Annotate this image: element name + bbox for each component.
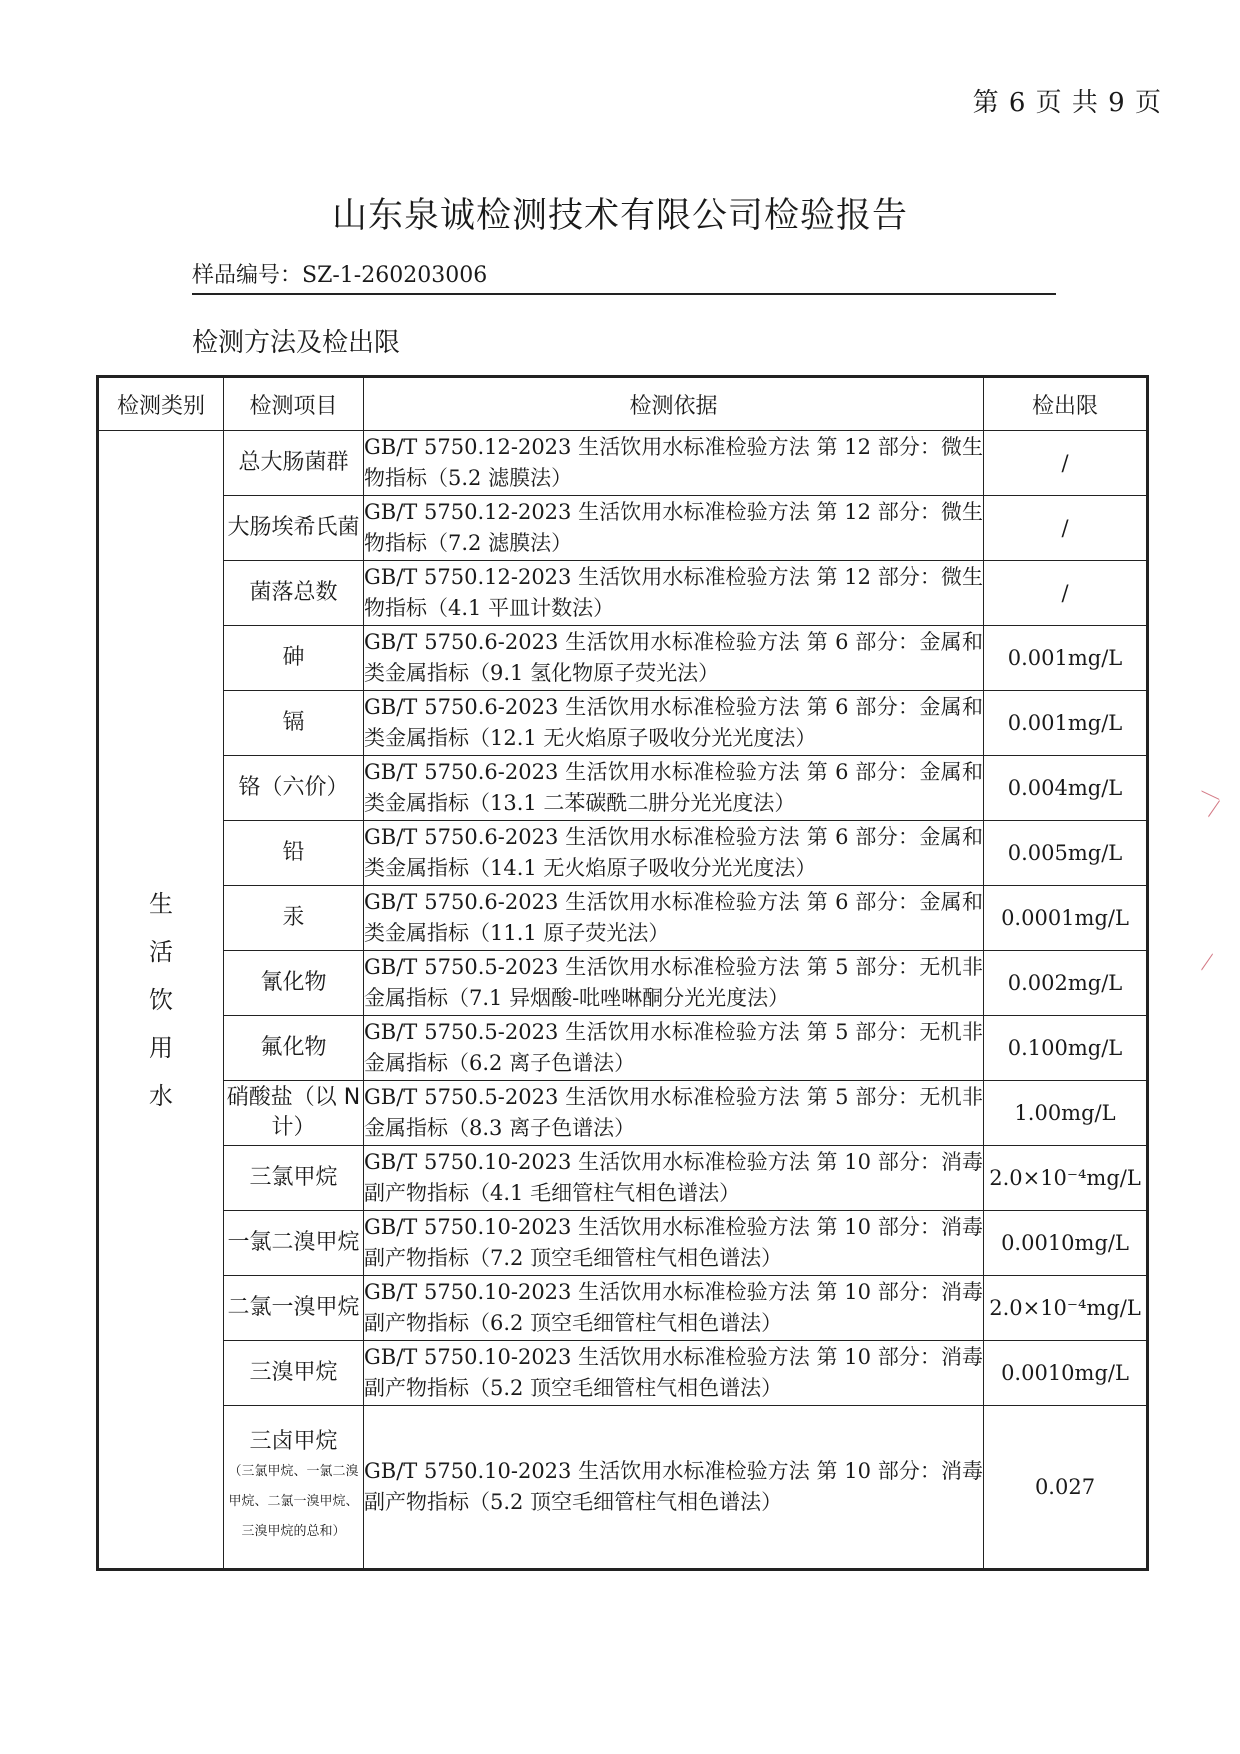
limit-cell: 0.005mg/L xyxy=(984,821,1148,886)
table-row xyxy=(98,1081,1148,1146)
table-row xyxy=(98,756,1148,821)
limit-cell: / xyxy=(984,561,1148,626)
basis-cell: GB/T 5750.10-2023 生活饮用水标准检验方法 第 10 部分：消毒副产物指标（5.2 顶空毛细管柱气相色谱法） xyxy=(364,1341,984,1406)
basis-cell: GB/T 5750.5-2023 生活饮用水标准检验方法 第 5 部分：无机非金属指标（7.1 异烟酸-吡唑啉酮分光光度法） xyxy=(364,951,984,1016)
table-header-row xyxy=(98,377,1148,431)
basis-cell: GB/T 5750.5-2023 生活饮用水标准检验方法 第 5 部分：无机非金属指标（8.3 离子色谱法） xyxy=(364,1081,984,1146)
category-char: 饮 xyxy=(149,985,173,1014)
basis-cell: GB/T 5750.6-2023 生活饮用水标准检验方法 第 6 部分：金属和类金属指标（9.1 氢化物原子荧光法） xyxy=(364,626,984,691)
item-cell: 砷 xyxy=(224,626,364,691)
category-char: 水 xyxy=(149,1081,173,1110)
item-cell: 氰化物 xyxy=(224,951,364,1016)
item-cell: 汞 xyxy=(224,886,364,951)
table-row xyxy=(98,821,1148,886)
item-cell: 铬（六价） xyxy=(224,756,364,821)
basis-cell: GB/T 5750.6-2023 生活饮用水标准检验方法 第 6 部分：金属和类金属指标（12.1 无火焰原子吸收分光光度法） xyxy=(364,691,984,756)
category-char: 生 xyxy=(149,889,173,918)
table-row xyxy=(98,561,1148,626)
item-cell: 铅 xyxy=(224,821,364,886)
table-row xyxy=(98,691,1148,756)
table-row xyxy=(98,626,1148,691)
limit-cell: 0.001mg/L xyxy=(984,626,1148,691)
basis-cell: GB/T 5750.12-2023 生活饮用水标准检验方法 第 12 部分：微生物指标（5.2 滤膜法） xyxy=(364,431,984,496)
limit-cell: 0.027 xyxy=(984,1406,1148,1570)
section-title: 检测方法及检出限 xyxy=(192,328,401,358)
table-row xyxy=(98,431,1148,496)
table-row xyxy=(98,1211,1148,1276)
basis-cell: GB/T 5750.6-2023 生活饮用水标准检验方法 第 6 部分：金属和类金属指标（13.1 二苯碳酰二肼分光光度法） xyxy=(364,756,984,821)
item-cell: 菌落总数 xyxy=(224,561,364,626)
limit-cell: 0.0010mg/L xyxy=(984,1211,1148,1276)
item-cell: 镉 xyxy=(224,691,364,756)
report-title: 山东泉诚检测技术有限公司检验报告 xyxy=(331,196,908,236)
table-row xyxy=(98,1016,1148,1081)
item-cell: 二氯一溴甲烷 xyxy=(224,1276,364,1341)
category-cell xyxy=(98,431,224,1570)
basis-cell: GB/T 5750.10-2023 生活饮用水标准检验方法 第 10 部分：消毒副产物指标（7.2 顶空毛细管柱气相色谱法） xyxy=(364,1211,984,1276)
item-name: 三卤甲烷 xyxy=(249,1429,338,1454)
item-cell: 三氯甲烷 xyxy=(224,1146,364,1211)
limit-cell: 0.002mg/L xyxy=(984,951,1148,1016)
basis-cell: GB/T 5750.6-2023 生活饮用水标准检验方法 第 6 部分：金属和类金属指标（11.1 原子荧光法） xyxy=(364,886,984,951)
item-cell: 氟化物 xyxy=(224,1016,364,1081)
item-cell: 一氯二溴甲烷 xyxy=(224,1211,364,1276)
header-category: 检测类别 xyxy=(98,377,224,431)
limit-cell: / xyxy=(984,496,1148,561)
table-row xyxy=(98,496,1148,561)
sample-number-label: 样品编号： xyxy=(192,263,303,288)
basis-cell: GB/T 5750.10-2023 生活饮用水标准检验方法 第 10 部分：消毒副产物指标（6.2 顶空毛细管柱气相色谱法） xyxy=(364,1276,984,1341)
basis-cell: GB/T 5750.5-2023 生活饮用水标准检验方法 第 5 部分：无机非金属指标（6.2 离子色谱法） xyxy=(364,1016,984,1081)
table-row xyxy=(98,951,1148,1016)
limit-cell: / xyxy=(984,431,1148,496)
basis-cell: GB/T 5750.10-2023 生活饮用水标准检验方法 第 10 部分：消毒副产物指标（5.2 顶空毛细管柱气相色谱法） xyxy=(364,1406,984,1570)
limit-cell: 2.0×10⁻⁴mg/L xyxy=(984,1146,1148,1211)
limit-cell: 2.0×10⁻⁴mg/L xyxy=(984,1276,1148,1341)
item-note: （三氯甲烷、一氯二溴甲烷、二氯一溴甲烷、三溴甲烷的总和） xyxy=(228,1464,359,1539)
limit-cell: 0.100mg/L xyxy=(984,1016,1148,1081)
limit-cell: 0.004mg/L xyxy=(984,756,1148,821)
limit-cell: 0.0001mg/L xyxy=(984,886,1148,951)
header-limit: 检出限 xyxy=(984,377,1148,431)
page-number: 第 6 页 共 9 页 xyxy=(972,88,1162,118)
limit-cell: 1.00mg/L xyxy=(984,1081,1148,1146)
basis-cell: GB/T 5750.10-2023 生活饮用水标准检验方法 第 10 部分：消毒副产物指标（4.1 毛细管柱气相色谱法） xyxy=(364,1146,984,1211)
header-basis: 检测依据 xyxy=(364,377,984,431)
basis-cell: GB/T 5750.6-2023 生活饮用水标准检验方法 第 6 部分：金属和类金属指标（14.1 无火焰原子吸收分光光度法） xyxy=(364,821,984,886)
header-item: 检测项目 xyxy=(224,377,364,431)
sample-number-value: SZ-1-260203006 xyxy=(302,263,488,288)
table-row xyxy=(98,1276,1148,1341)
item-cell: 大肠埃希氏菌 xyxy=(224,496,364,561)
table-row xyxy=(98,1146,1148,1211)
limit-cell: 0.0010mg/L xyxy=(984,1341,1148,1406)
table-row xyxy=(98,886,1148,951)
table-row xyxy=(98,1406,1148,1570)
category-char: 活 xyxy=(149,937,173,966)
item-cell xyxy=(224,1406,364,1570)
margin-stamp-mark: ⟍ xyxy=(1193,952,1221,972)
limit-cell: 0.001mg/L xyxy=(984,691,1148,756)
sample-number-line xyxy=(192,258,1056,295)
basis-cell: GB/T 5750.12-2023 生活饮用水标准检验方法 第 12 部分：微生物指标（7.2 滤膜法） xyxy=(364,496,984,561)
item-cell: 总大肠菌群 xyxy=(224,431,364,496)
methods-table xyxy=(96,375,1149,1571)
margin-stamp-mark: ⟋⟍ xyxy=(1196,785,1228,819)
item-cell: 三溴甲烷 xyxy=(224,1341,364,1406)
table-row xyxy=(98,1341,1148,1406)
item-cell: 硝酸盐（以 N 计） xyxy=(224,1081,364,1146)
category-char: 用 xyxy=(149,1033,173,1062)
basis-cell: GB/T 5750.12-2023 生活饮用水标准检验方法 第 12 部分：微生物指标（4.1 平皿计数法） xyxy=(364,561,984,626)
